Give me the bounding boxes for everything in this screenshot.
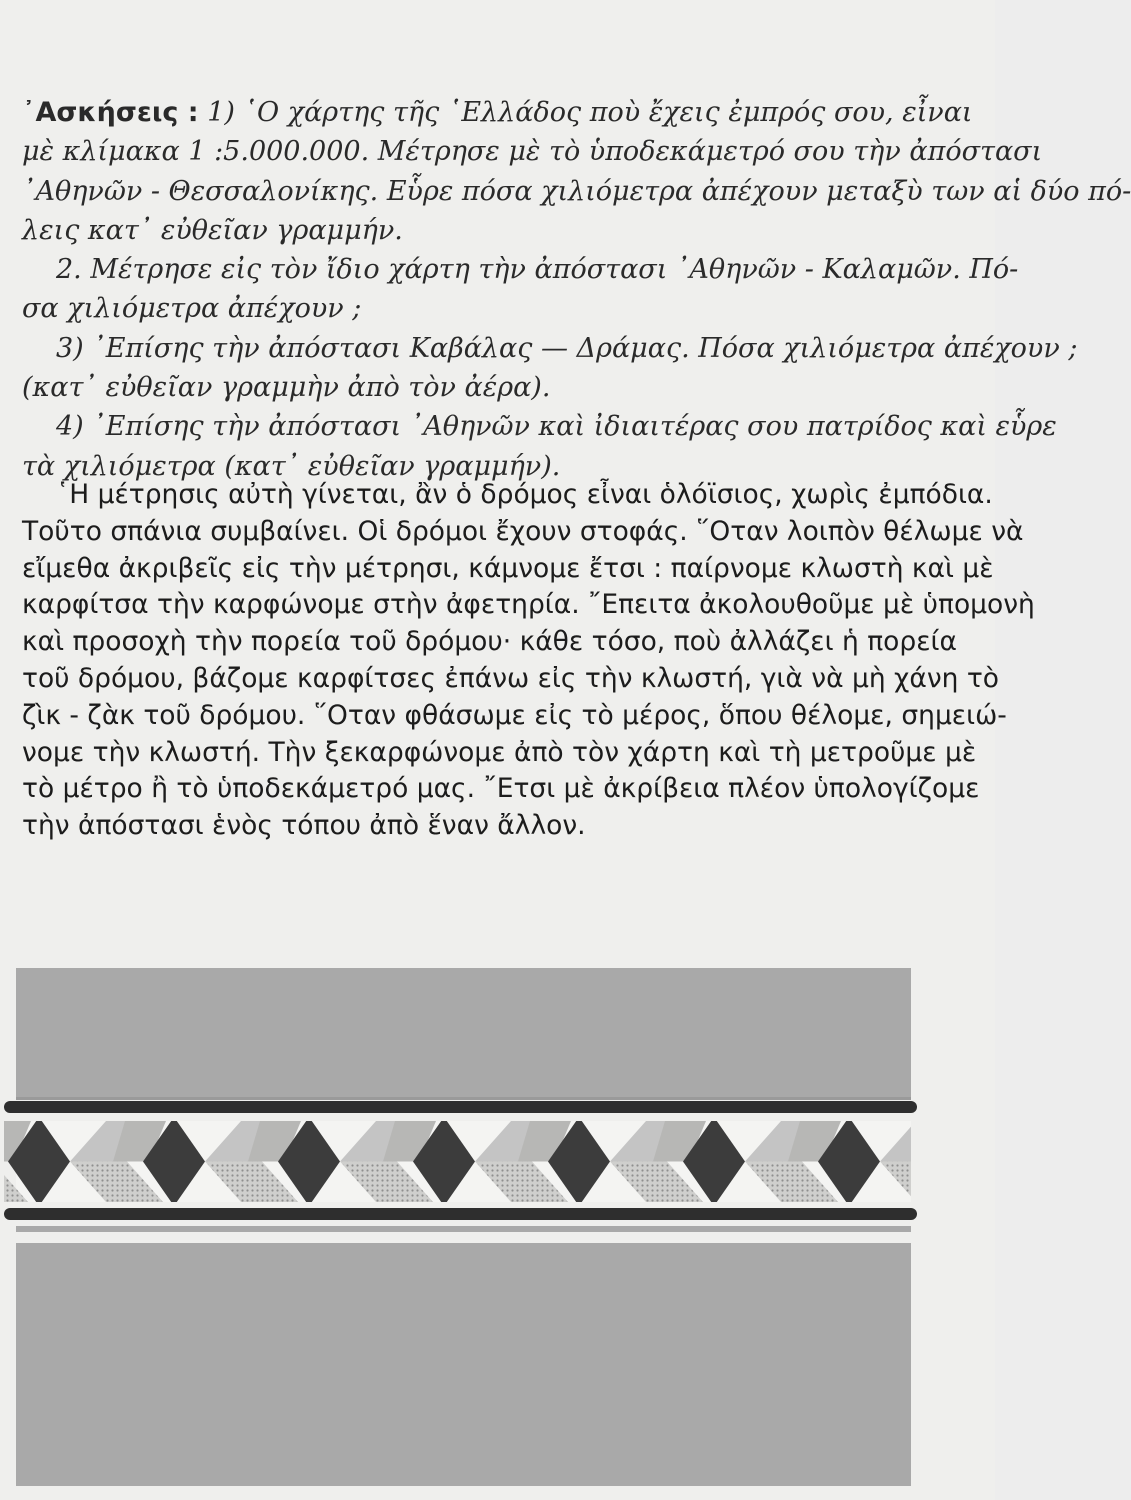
paragraph-line: καρφίτσα τὴν καρφώνομε στὴν ἀφετηρία. ῎Επειτα ἀκολουθοῦμε μὲ ὑπομονὴ xyxy=(22,589,1035,621)
exercise-line: 3) ᾿Επίσης τὴν ἀπόστασι Καβάλας — Δράμας. Πόσα χιλιόμετρα ἀπέχουν ; xyxy=(56,332,1078,364)
exercise-line: λεις κατ᾿ εὐθεῖαν γραμμήν. xyxy=(22,214,403,246)
exercises-section xyxy=(22,93,1131,486)
paragraph-line: τὴν ἀπόστασι ἑνὸς τόπου ἀπὸ ἕναν ἄλλον. xyxy=(22,810,586,842)
dotted-chevron-lower xyxy=(1015,1162,1108,1203)
paragraph-line: ῾Η μέτρησις αὐτὴ γίνεται, ἂν ὁ δρόμος εἶναι ὁλόϊσιος, χωρὶς ἐμπόδια. xyxy=(56,479,993,510)
exercise-line: τὰ χιλιόμετρα (κατ᾿ εὐθεῖαν γραμμήν). xyxy=(22,450,561,482)
exercise-line: μὲ κλίμακα 1 :5.000.000. Μέτρησε μὲ τὸ ὑποδεκάμετρό σου τὴν ἀπόστασι xyxy=(22,136,1043,168)
exercises-heading: ᾿Ασκήσεις : xyxy=(22,97,199,128)
paragraph-line: ζὶκ - ζὰκ τοῦ δρόμου. ῞Οταν φθάσωμε εἰς τὸ μέρος, ὅπου θέλομε, σημειώ- xyxy=(22,699,1007,731)
diamond-band xyxy=(0,1117,1108,1206)
gray-chevron-arm xyxy=(923,1121,976,1162)
exercise-line: σα χιλιόμετρα ἀπέχουν ; xyxy=(22,293,362,325)
exercise-1-start: 1) ῾Ο χάρτης τῆς ῾Ελλάδος ποὺ ἔχεις ἐμπρός σου, εἶναι xyxy=(207,97,973,128)
top-stripe xyxy=(4,1101,917,1113)
bottom-panel-edge xyxy=(16,1226,911,1232)
paragraph-line: νομε τὴν κλωστή. Τὴν ξεκαρφώνομε ἀπὸ τὸν χάρτη καὶ τὴ μετροῦμε μὲ xyxy=(22,736,977,768)
exercise-line: (κατ᾿ εὐθεῖαν γραμμὴν ἀπὸ τὸν ἀέρα). xyxy=(22,372,551,404)
bottom-gray-panel xyxy=(16,1243,911,1486)
paragraph-line: τὸ μέτρο ἢ τὸ ὑποδεκάμετρό μας. ῎Ετσι μὲ ἀκρίβεια πλέον ὑπολογίζομε xyxy=(22,773,980,805)
ornamental-border-figure xyxy=(0,968,995,1500)
paragraph-line: τοῦ δρόμου, βάζομε καρφίτσες ἐπάνω εἰς τὴν κλωστή, γιὰ νὰ μὴ χάνη τὸ xyxy=(22,662,1000,694)
exercise-line xyxy=(22,93,973,132)
exercise-line: 4) ᾿Επίσης τὴν ἀπόστασι ᾿Αθηνῶν καὶ ἰδιαιτέρας σου πατρίδος καὶ εὗρε xyxy=(56,411,1057,443)
top-gray-panel xyxy=(16,968,911,1097)
dotted-chevron-upper xyxy=(1015,1121,1108,1162)
paragraph-line: εἴμεθα ἀκριβεῖς εἰς τὴν μέτρησι, κάμνομε ἔτσι : παίρνομε κλωστὴ καὶ μὲ xyxy=(22,552,994,584)
top-panel-edge xyxy=(16,1097,911,1100)
bottom-stripe xyxy=(4,1208,917,1220)
measurement-paragraph xyxy=(22,477,1035,845)
dark-diamond xyxy=(953,1117,1015,1206)
paragraph-line: Τοῦτο σπάνια συμβαίνει. Οἱ δρόμοι ἔχουν στοφάς. ῞Οταν λοιπὸν θέλωμε νὰ xyxy=(22,515,1024,547)
exercise-line: ᾿Αθηνῶν - Θεσσαλονίκης. Εὗρε πόσα χιλιόμετρα ἀπέχουν μεταξὺ των αἱ δύο πό- xyxy=(22,175,1131,207)
paragraph-line: καὶ προσοχὴ τὴν πορεία τοῦ δρόμου· κάθε τόσο, ποὺ ἀλλάζει ἡ πορεία xyxy=(22,626,957,658)
exercise-line: 2. Μέτρησε εἰς τὸν ἴδιο χάρτη τὴν ἀπόστασι ᾿Αθηνῶν - Καλαμῶν. Πό- xyxy=(56,254,1019,286)
